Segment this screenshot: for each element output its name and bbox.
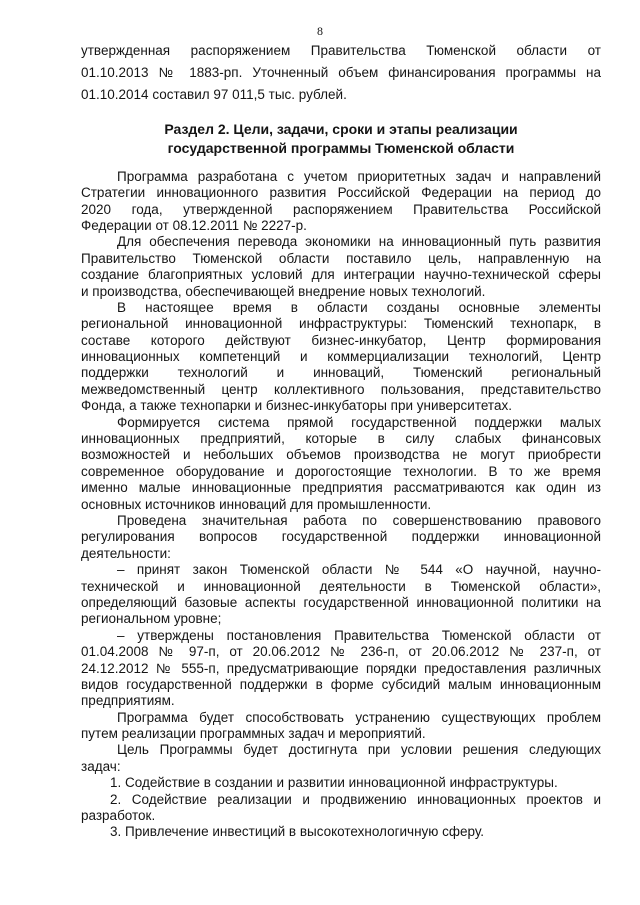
paragraph <box>81 710 601 743</box>
paragraph <box>81 234 601 300</box>
paragraph <box>81 300 601 415</box>
text-line: 01.10.2014 составил 97 011,5 тыс. рублей. <box>81 87 347 102</box>
text-line: инновационных предприятий, которые в силу слабых финансовых <box>81 431 601 447</box>
numbered-item <box>81 824 601 840</box>
intro-paragraph <box>81 40 601 106</box>
text-line: предприятиям. <box>81 693 175 709</box>
text-line: межведомственный центр коллективного пользования, представительство <box>81 381 601 397</box>
text-line: Правительство Тюменской области поставило цель, направленную на <box>81 250 601 266</box>
text-line: Для обеспечения перевода экономики на инновационный путь развития <box>117 234 601 250</box>
heading-line: Раздел 2. Цели, задачи, сроки и этапы реализации <box>164 120 518 137</box>
paragraph <box>81 415 601 513</box>
text-line: и производства, обеспечивающей внедрение новых технологий. <box>81 283 486 299</box>
text-line: путем реализации программных задач и мероприятий. <box>81 726 426 742</box>
paragraph <box>81 513 601 562</box>
paragraph <box>81 169 601 235</box>
text-line: 2. Содействие реализации и продвижению инновационных проектов и <box>110 791 601 807</box>
section-heading <box>81 120 601 158</box>
text-line: 01.10.2013 № 1883-рп. Уточненный объем финансирования программы на <box>81 65 601 80</box>
list-item <box>81 562 601 628</box>
text-line: определяющий базовые аспекты государственной инновационной политики на <box>81 594 601 610</box>
document-body <box>81 169 601 841</box>
text-line: возможностей и небольших объемов производства не могут приобрести <box>81 447 601 463</box>
text-line: утвержденная распоряжением Правительства Тюменской области от <box>81 43 601 58</box>
text-line: 2020 года, утвержденной распоряжением Правительства Российской <box>81 201 601 217</box>
text-line: Федерации от 08.12.2011 № 2227-р. <box>81 217 307 233</box>
text-line: поддержки технологий и инноваций, Тюменский региональный <box>81 365 601 381</box>
text-line: именно малые инновационные предприятия рассматриваются как один из <box>81 480 601 496</box>
text-line: 1. Содействие в создании и развитии инновационной инфраструктуры. <box>110 775 558 791</box>
text-line: Стратегии инновационного развития Российской Федерации на период до <box>81 185 601 201</box>
numbered-item <box>81 792 601 825</box>
text-line: региональной инновационной инфраструктуры: Тюменский технопарк, в <box>81 316 601 332</box>
text-line: составе которого действуют бизнес-инкубатор, Центр формирования <box>81 332 601 348</box>
numbered-item <box>81 775 601 791</box>
text-line: Фонда, а также технопарки и бизнес-инкубаторы при университетах. <box>81 398 512 414</box>
text-line: Программа будет способствовать устранению существующих проблем <box>117 709 601 725</box>
text-line: – утверждены постановления Правительства Тюменской области от <box>117 627 601 643</box>
text-line: регулирования вопросов государственной поддержки инновационной <box>81 529 601 545</box>
paragraph <box>81 742 601 775</box>
text-line: Проведена значительная работа по совершенствованию правового <box>117 513 601 528</box>
text-line: инновационных компетенций и коммерциализации технологий, Центр <box>81 349 601 365</box>
text-line: деятельности: <box>81 545 171 561</box>
text-line: 24.12.2012 № 555-п, предусматривающие порядки предоставления различных <box>81 660 601 676</box>
page-number: 8 <box>317 24 323 38</box>
text-line: Цель Программы будет достигнута при условии решения следующих <box>117 742 601 758</box>
text-line: 01.04.2008 № 97-п, от 20.06.2012 № 236-п, от 20.06.2012 № 237-п, от <box>81 644 601 660</box>
text-line: современное оборудование и дорогостоящие технологии. В то же время <box>81 463 601 479</box>
heading-line: государственной программы Тюменской области <box>167 139 515 156</box>
list-item <box>81 628 601 710</box>
text-line: разработок. <box>81 808 156 824</box>
text-line: В настоящее время в области созданы основные элементы <box>117 299 601 315</box>
text-line: Программа разработана с учетом приоритетных задач и направлений <box>117 168 601 184</box>
text-line: 3. Привлечение инвестиций в высокотехнологичную сферу. <box>110 824 485 840</box>
text-line: Формируется система прямой государственной поддержки малых <box>117 414 601 430</box>
text-line: создание благоприятных условий для интеграции научно-технической сферы <box>81 267 601 283</box>
text-line: технической и инновационной деятельности в Тюменской области», <box>81 578 601 594</box>
text-line: видов государственной поддержки в форме субсидий малым инновационным <box>81 676 601 692</box>
text-line: – принят закон Тюменской области № 544 «О научной, научно- <box>117 562 601 578</box>
text-line: задач: <box>81 758 121 774</box>
text-line: основных источников инноваций для промышленности. <box>81 496 432 512</box>
text-line: региональном уровне; <box>81 611 222 627</box>
